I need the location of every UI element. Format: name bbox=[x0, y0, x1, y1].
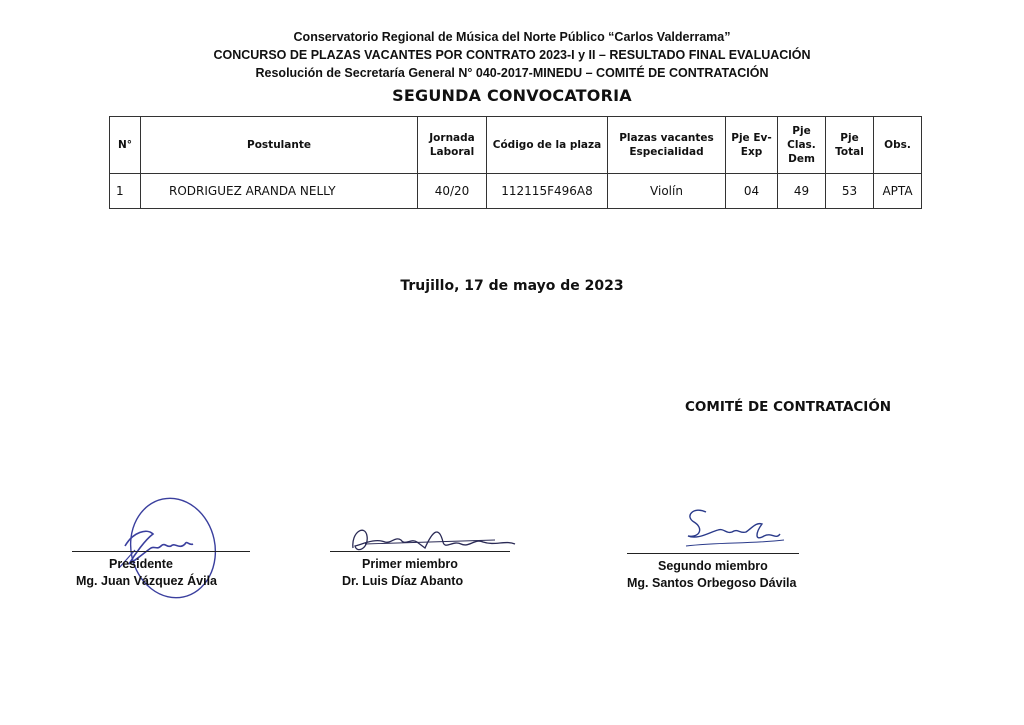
table-row bbox=[110, 174, 922, 209]
cell-plazas: Violín bbox=[608, 174, 726, 209]
resolution-line: Resolución de Secretaría General N° 040-2017-MINEDU – COMITÉ DE CONTRATACIÓN bbox=[255, 66, 769, 80]
col-codigo: Código de la plaza bbox=[487, 117, 608, 174]
cell-ev: 04 bbox=[726, 174, 778, 209]
col-ev: Pje Ev-Exp bbox=[726, 117, 778, 174]
cell-postulante: RODRIGUEZ ARANDA NELLY bbox=[141, 174, 418, 209]
cell-clas: 49 bbox=[778, 174, 826, 209]
col-num: N° bbox=[110, 117, 141, 174]
col-total: Pje Total bbox=[826, 117, 874, 174]
cell-total: 53 bbox=[826, 174, 874, 209]
date-line: Trujillo, 17 de mayo de 2023 bbox=[400, 278, 624, 294]
signer-name-president: Mg. Juan Vázquez Ávila bbox=[76, 574, 218, 588]
col-postulante: Postulante bbox=[141, 117, 418, 174]
signer-role-second-member: Segundo miembro bbox=[658, 559, 768, 573]
contest-title: CONCURSO DE PLAZAS VACANTES POR CONTRATO 2023-I y II – RESULTADO FINAL EVALUACIÓN bbox=[213, 48, 811, 62]
cell-obs: APTA bbox=[874, 174, 922, 209]
table-header-row bbox=[110, 117, 922, 174]
cell-jornada: 40/20 bbox=[418, 174, 487, 209]
signer-name-first-member: Dr. Luis Díaz Abanto bbox=[342, 574, 464, 588]
col-obs: Obs. bbox=[874, 117, 922, 174]
results-table bbox=[109, 116, 922, 209]
cell-codigo: 112115F496A8 bbox=[487, 174, 608, 209]
signer-role-president: Presidente bbox=[109, 557, 173, 571]
col-jornada: Jornada Laboral bbox=[418, 117, 487, 174]
signer-name-second-member: Mg. Santos Orbegoso Dávila bbox=[627, 576, 797, 590]
committee-title: COMITÉ DE CONTRATACIÓN bbox=[685, 399, 892, 415]
document-title: SEGUNDA CONVOCATORIA bbox=[392, 86, 632, 105]
handwritten-signature-second-member bbox=[680, 502, 790, 558]
signer-role-first-member: Primer miembro bbox=[362, 557, 458, 571]
handwritten-signature-president bbox=[95, 488, 235, 608]
col-clas: Pje Clas. Dem bbox=[778, 117, 826, 174]
institution-name: Conservatorio Regional de Música del Norte Público “Carlos Valderrama” bbox=[293, 30, 731, 44]
col-plazas: Plazas vacantes Especialidad bbox=[608, 117, 726, 174]
cell-num: 1 bbox=[110, 174, 141, 209]
